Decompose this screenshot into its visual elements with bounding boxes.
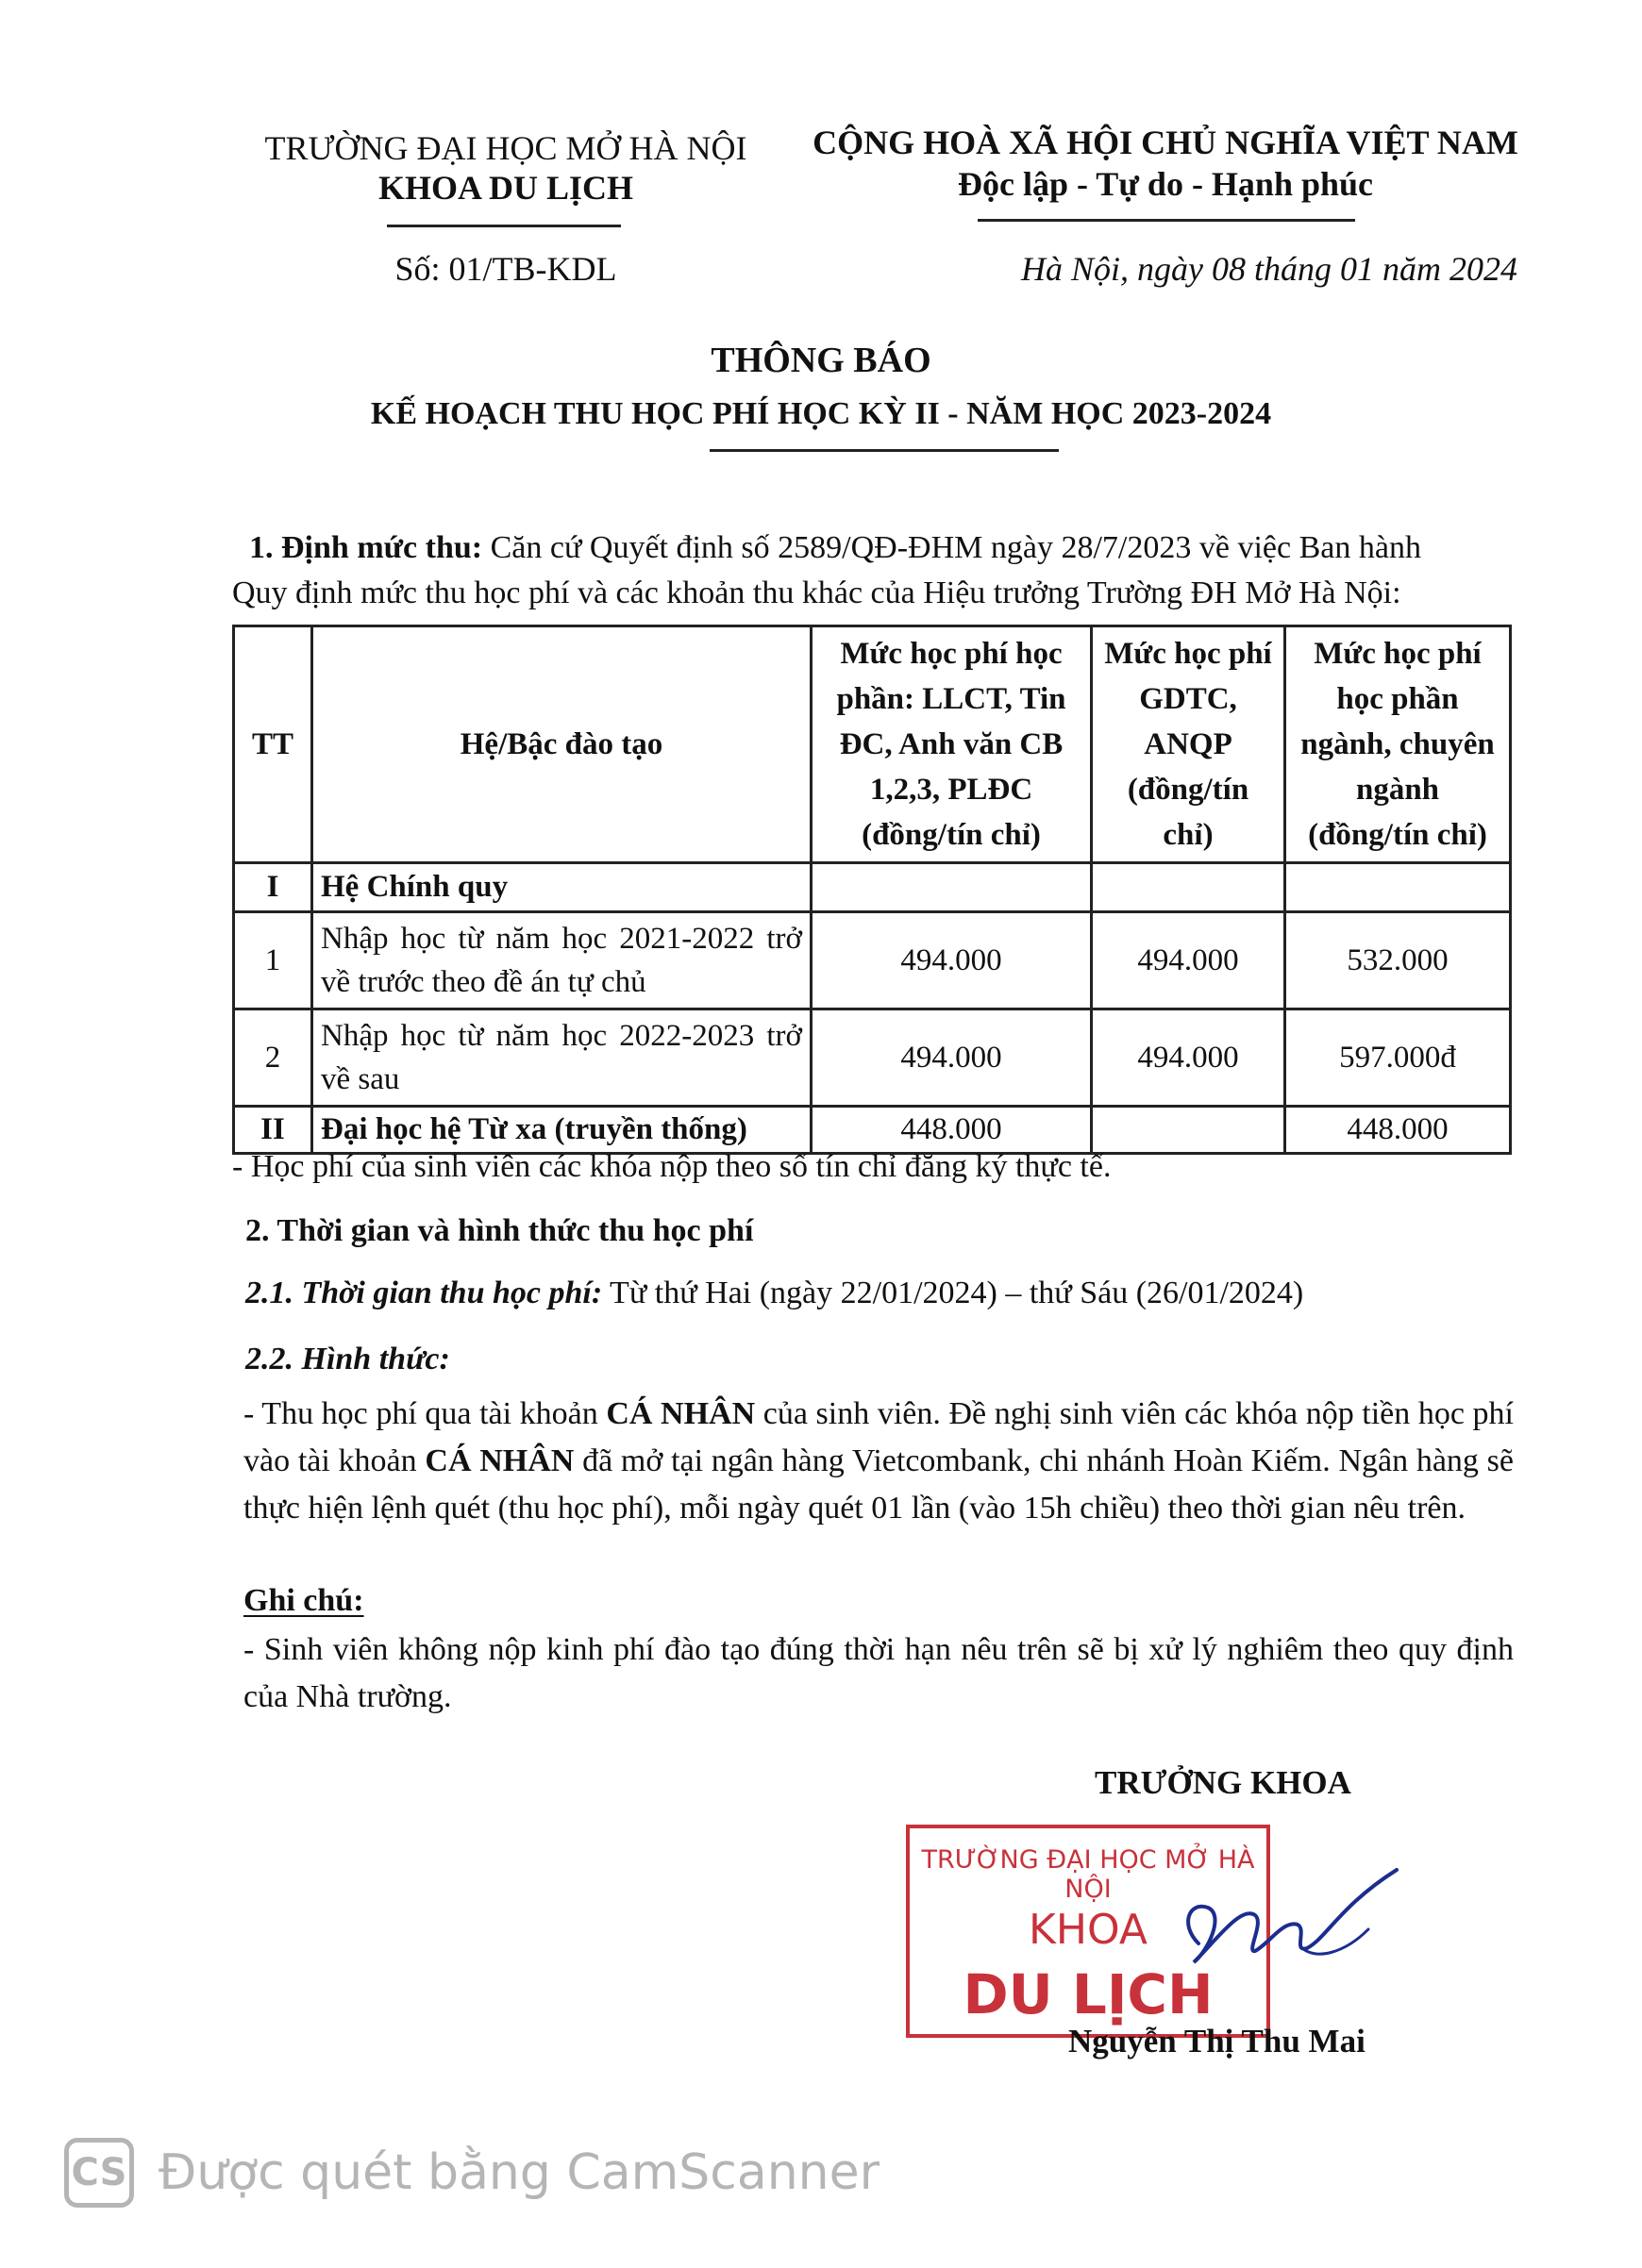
- row-col3: 448.000: [1285, 1107, 1511, 1154]
- row-col3: [1285, 863, 1511, 912]
- row-tt: II: [234, 1107, 312, 1154]
- section-2-title: 2. Thời gian và hình thức thu học phí: [245, 1213, 754, 1248]
- payment-text-c: của sinh viên. Đề nghị sinh viên các khóa nộp tiền học phí vào tài khoản: [243, 1396, 1514, 1478]
- national-motto: Độc lập - Tự do - Hạnh phúc: [957, 165, 1374, 203]
- row-col2: 494.000: [1092, 912, 1285, 1009]
- title-underline: [710, 449, 1059, 452]
- handwritten-signature: [1114, 1849, 1416, 1991]
- university-name: TRƯỜNG ĐẠI HỌC MỞ HÀ NỘI: [264, 129, 747, 167]
- header-program: Hệ/Bậc đào tạo: [312, 626, 812, 863]
- section-2-1: [245, 1270, 1510, 1317]
- table-header-row: [234, 626, 1511, 863]
- notice-subtitle: KẾ HOẠCH THU HỌC PHÍ HỌC KỲ II - NĂM HỌC 2023-2024: [370, 396, 1272, 431]
- document-number: Số: 01/TB-KDL: [394, 250, 617, 288]
- row-program: Đại học hệ Từ xa (truyền thống): [312, 1107, 812, 1154]
- camscanner-logo-icon: CS: [64, 2138, 134, 2208]
- personal-account-1: CÁ NHÂN: [606, 1396, 756, 1431]
- payment-text-a: - Thu học phí qua tài khoản: [243, 1396, 607, 1431]
- ghi-chu-text: - Sinh viên không nộp kinh phí đào tạo đúng thời hạn nêu trên sẽ bị xử lý nghiêm theo quy định của Nhà trường.: [243, 1632, 1514, 1714]
- row-col1: [812, 863, 1092, 912]
- notice-title: THÔNG BÁO: [711, 341, 931, 380]
- section-1-label: 1. Định mức thu:: [249, 530, 483, 565]
- row-program: Hệ Chính quy: [312, 863, 812, 912]
- form-label: 2.2. Hình thức:: [245, 1342, 450, 1376]
- row-col1: 448.000: [812, 1107, 1092, 1154]
- fee-note: - Học phí của sinh viên các khóa nộp theo số tín chỉ đăng ký thực tế.: [232, 1149, 1112, 1184]
- faculty-name: KHOA DU LỊCH: [377, 169, 634, 207]
- row-col3: 597.000đ: [1285, 1009, 1511, 1107]
- row-col2: 494.000: [1092, 1009, 1285, 1107]
- table-row: [234, 863, 1511, 912]
- country-name: CỘNG HOÀ XÃ HỘI CHỦ NGHĨA VIỆT NAM: [813, 124, 1518, 161]
- header-col3: Mức học phí học phần ngành, chuyên ngành (đồng/tín chỉ): [1285, 626, 1511, 863]
- row-program: Nhập học từ năm học 2022-2023 trở về sau: [312, 1009, 812, 1107]
- section-1-line-2: Quy định mức thu học phí và các khoản thu khác của Hiệu trưởng Trường ĐH Mở Hà Nội:: [232, 575, 1401, 610]
- ghi-chu-label: Ghi chú:: [243, 1583, 364, 1618]
- stamp-line-1: TRƯỜNG ĐẠI HỌC MỞ HÀ NỘI: [921, 1845, 1255, 1904]
- header-col2: Mức học phí GDTC, ANQP (đồng/tín chỉ): [1092, 626, 1285, 863]
- place-date: Hà Nội, ngày 08 tháng 01 năm 2024: [1021, 250, 1517, 288]
- row-program: Nhập học từ năm học 2021-2022 trở về trước theo đề án tự chủ: [312, 912, 812, 1009]
- header-tt: TT: [234, 626, 312, 863]
- stamp-line-3: DU LỊCH: [963, 1962, 1214, 2026]
- signer-role: TRƯỞNG KHOA: [1095, 1764, 1351, 1801]
- payment-text-e: đã mở tại ngân hàng Vietcombank, chi nhánh Hoàn Kiếm. Ngân hàng sẽ thực hiện lệnh quét (thu học phí), mỗi ngày quét 01 lần (vào 15h chiều) theo thời gian nêu trên.: [243, 1443, 1514, 1526]
- camscanner-watermark: [64, 2132, 880, 2213]
- row-col2: [1092, 863, 1285, 912]
- watermark-text: Được quét bằng CamScanner: [159, 2144, 880, 2201]
- row-tt: 1: [234, 912, 312, 1009]
- stamp-line-2: KHOA: [1029, 1906, 1148, 1954]
- signer-name: Nguyễn Thị Thu Mai: [1068, 2023, 1366, 2060]
- time-label: 2.1. Thời gian thu học phí:: [245, 1276, 603, 1310]
- table-row: [234, 1009, 1511, 1107]
- row-col3: 532.000: [1285, 912, 1511, 1009]
- signature-stroke: [1188, 1870, 1397, 1962]
- section-1-text-a: Căn cứ Quyết định số 2589/QĐ-ĐHM ngày 28/7/2023 về việc Ban hành: [482, 530, 1421, 565]
- payment-paragraph: [243, 1391, 1514, 1532]
- row-tt: I: [234, 863, 312, 912]
- motto-underline: [978, 219, 1355, 222]
- row-col1: 494.000: [812, 912, 1092, 1009]
- header-col1: Mức học phí học phần: LLCT, Tin ĐC, Anh văn CB 1,2,3, PLĐC (đồng/tín chỉ): [812, 626, 1092, 863]
- faculty-underline: [387, 225, 621, 227]
- signature-tail: [1302, 1929, 1368, 1954]
- section-1-line-1: [249, 525, 1514, 572]
- personal-account-2: CÁ NHÂN: [425, 1443, 575, 1478]
- fee-table: [232, 625, 1512, 1155]
- row-col1: 494.000: [812, 1009, 1092, 1107]
- time-text: Từ thứ Hai (ngày 22/01/2024) – thứ Sáu (26/01/2024): [602, 1276, 1304, 1310]
- row-tt: 2: [234, 1009, 312, 1107]
- table-row: [234, 912, 1511, 1009]
